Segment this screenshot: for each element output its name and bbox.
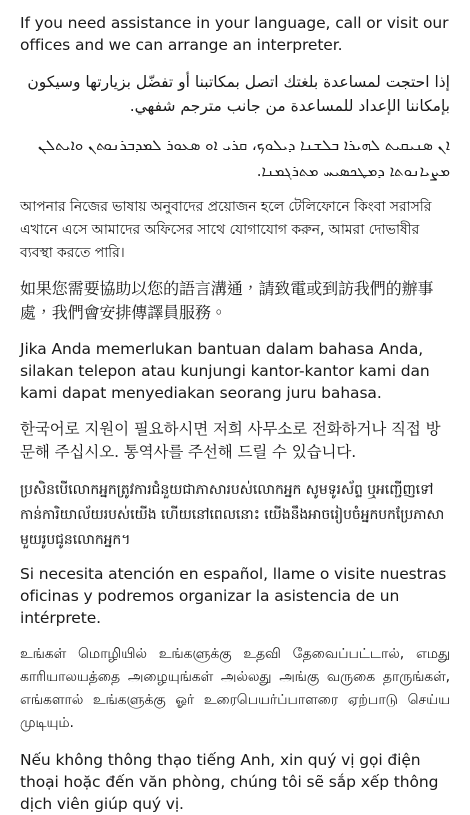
paragraph-korean: 한국어로 지원이 필요하시면 저희 사무소로 전화하거나 직접 방문해 주십시오. 통역사를 주선해 드릴 수 있습니다. [20, 420, 441, 461]
paragraph-english: If you need assistance in your language, call or visit our offices and we can arrange an interpreter. [20, 14, 449, 54]
paragraph-khmer: ប្រសិនបើលោកអ្នកត្រូវការជំនួយជាភាសារបស់លោកអ្នក សូមទូរស័ព្ទ ឬអញ្ជើញទៅកាន់ការិយាល័យរបស់យើង ហើយនៅពេលនោះ យើងនឹងអាចរៀបចំអ្នកបកប្រែភាសាមួយរូបជូនលោកអ្នក។ [20, 482, 445, 548]
paragraph-vietnamese: Nếu không thông thạo tiếng Anh, xin quý vị gọi điện thoại hoặc đến văn phòng, chúng tôi sẽ sắp xếp thông dịch viên giúp quý vị. [20, 751, 439, 813]
paragraph-chinese: 如果您需要協助以您的語言溝通，請致電或到訪我們的辦事處，我們會安排傳譯員服務。 [20, 279, 434, 322]
paragraph-spanish: Si necesita atención en español, llame o visite nuestras oficinas y podremos organizar la asistencia de un intérprete. [20, 565, 447, 627]
paragraph-indonesian: Jika Anda memerlukan bantuan dalam bahasa Anda, silakan telepon atau kunjungi kantor-kantor kami dan kami dapat menyediakan seorang juru bahasa. [20, 340, 430, 402]
paragraph-arabic: إذا احتجت لمساعدة بلغتك اتصل بمكاتبنا أو تفضّل بزيارتها وسيكون بإمكاننا الإعداد للمساعدة من جانب مترجم شفهي. [27, 73, 450, 115]
paragraph-bengali: আপনার নিজের ভাষায় অনুবাদের প্রয়োজন হলে টেলিফোনে কিংবা সরাসরি এখানে এসে আমাদের অফিসের সাথে যোগাযোগ করুন, আমরা দোভাষীর ব্যবস্থা করতে পারি। [20, 199, 432, 261]
paragraph-tamil: உங்கள் மொழியில் உங்களுக்கு உதவி தேவைப்பட்டால், எமது காரியாலயத்தை அழையுங்கள் அல்லது அங்கு வருகை தாருங்கள், எங்களால் உங்களுக்கு ஓர் உரைபெயர்ப்பாளரை ஏற்பாடு செய்ய முடியும். [20, 646, 450, 731]
paragraph-assyrian: ܐܢ ܣܢܝܩܝܬ ܠܗܝܪܐ ܒܠܫܢܐ ܕܝܠܘܟ، ܩܪܝ ܐܘ ܣܥܘܪ ܠܡܕܒܪܢܘܬܢ ܘܐܝܬܠܢ ܡܨܝܐܢܘܬܐ ܕܡܛܟܣܝܚ ܡܬܪܓܡܢܐ. [37, 136, 450, 180]
